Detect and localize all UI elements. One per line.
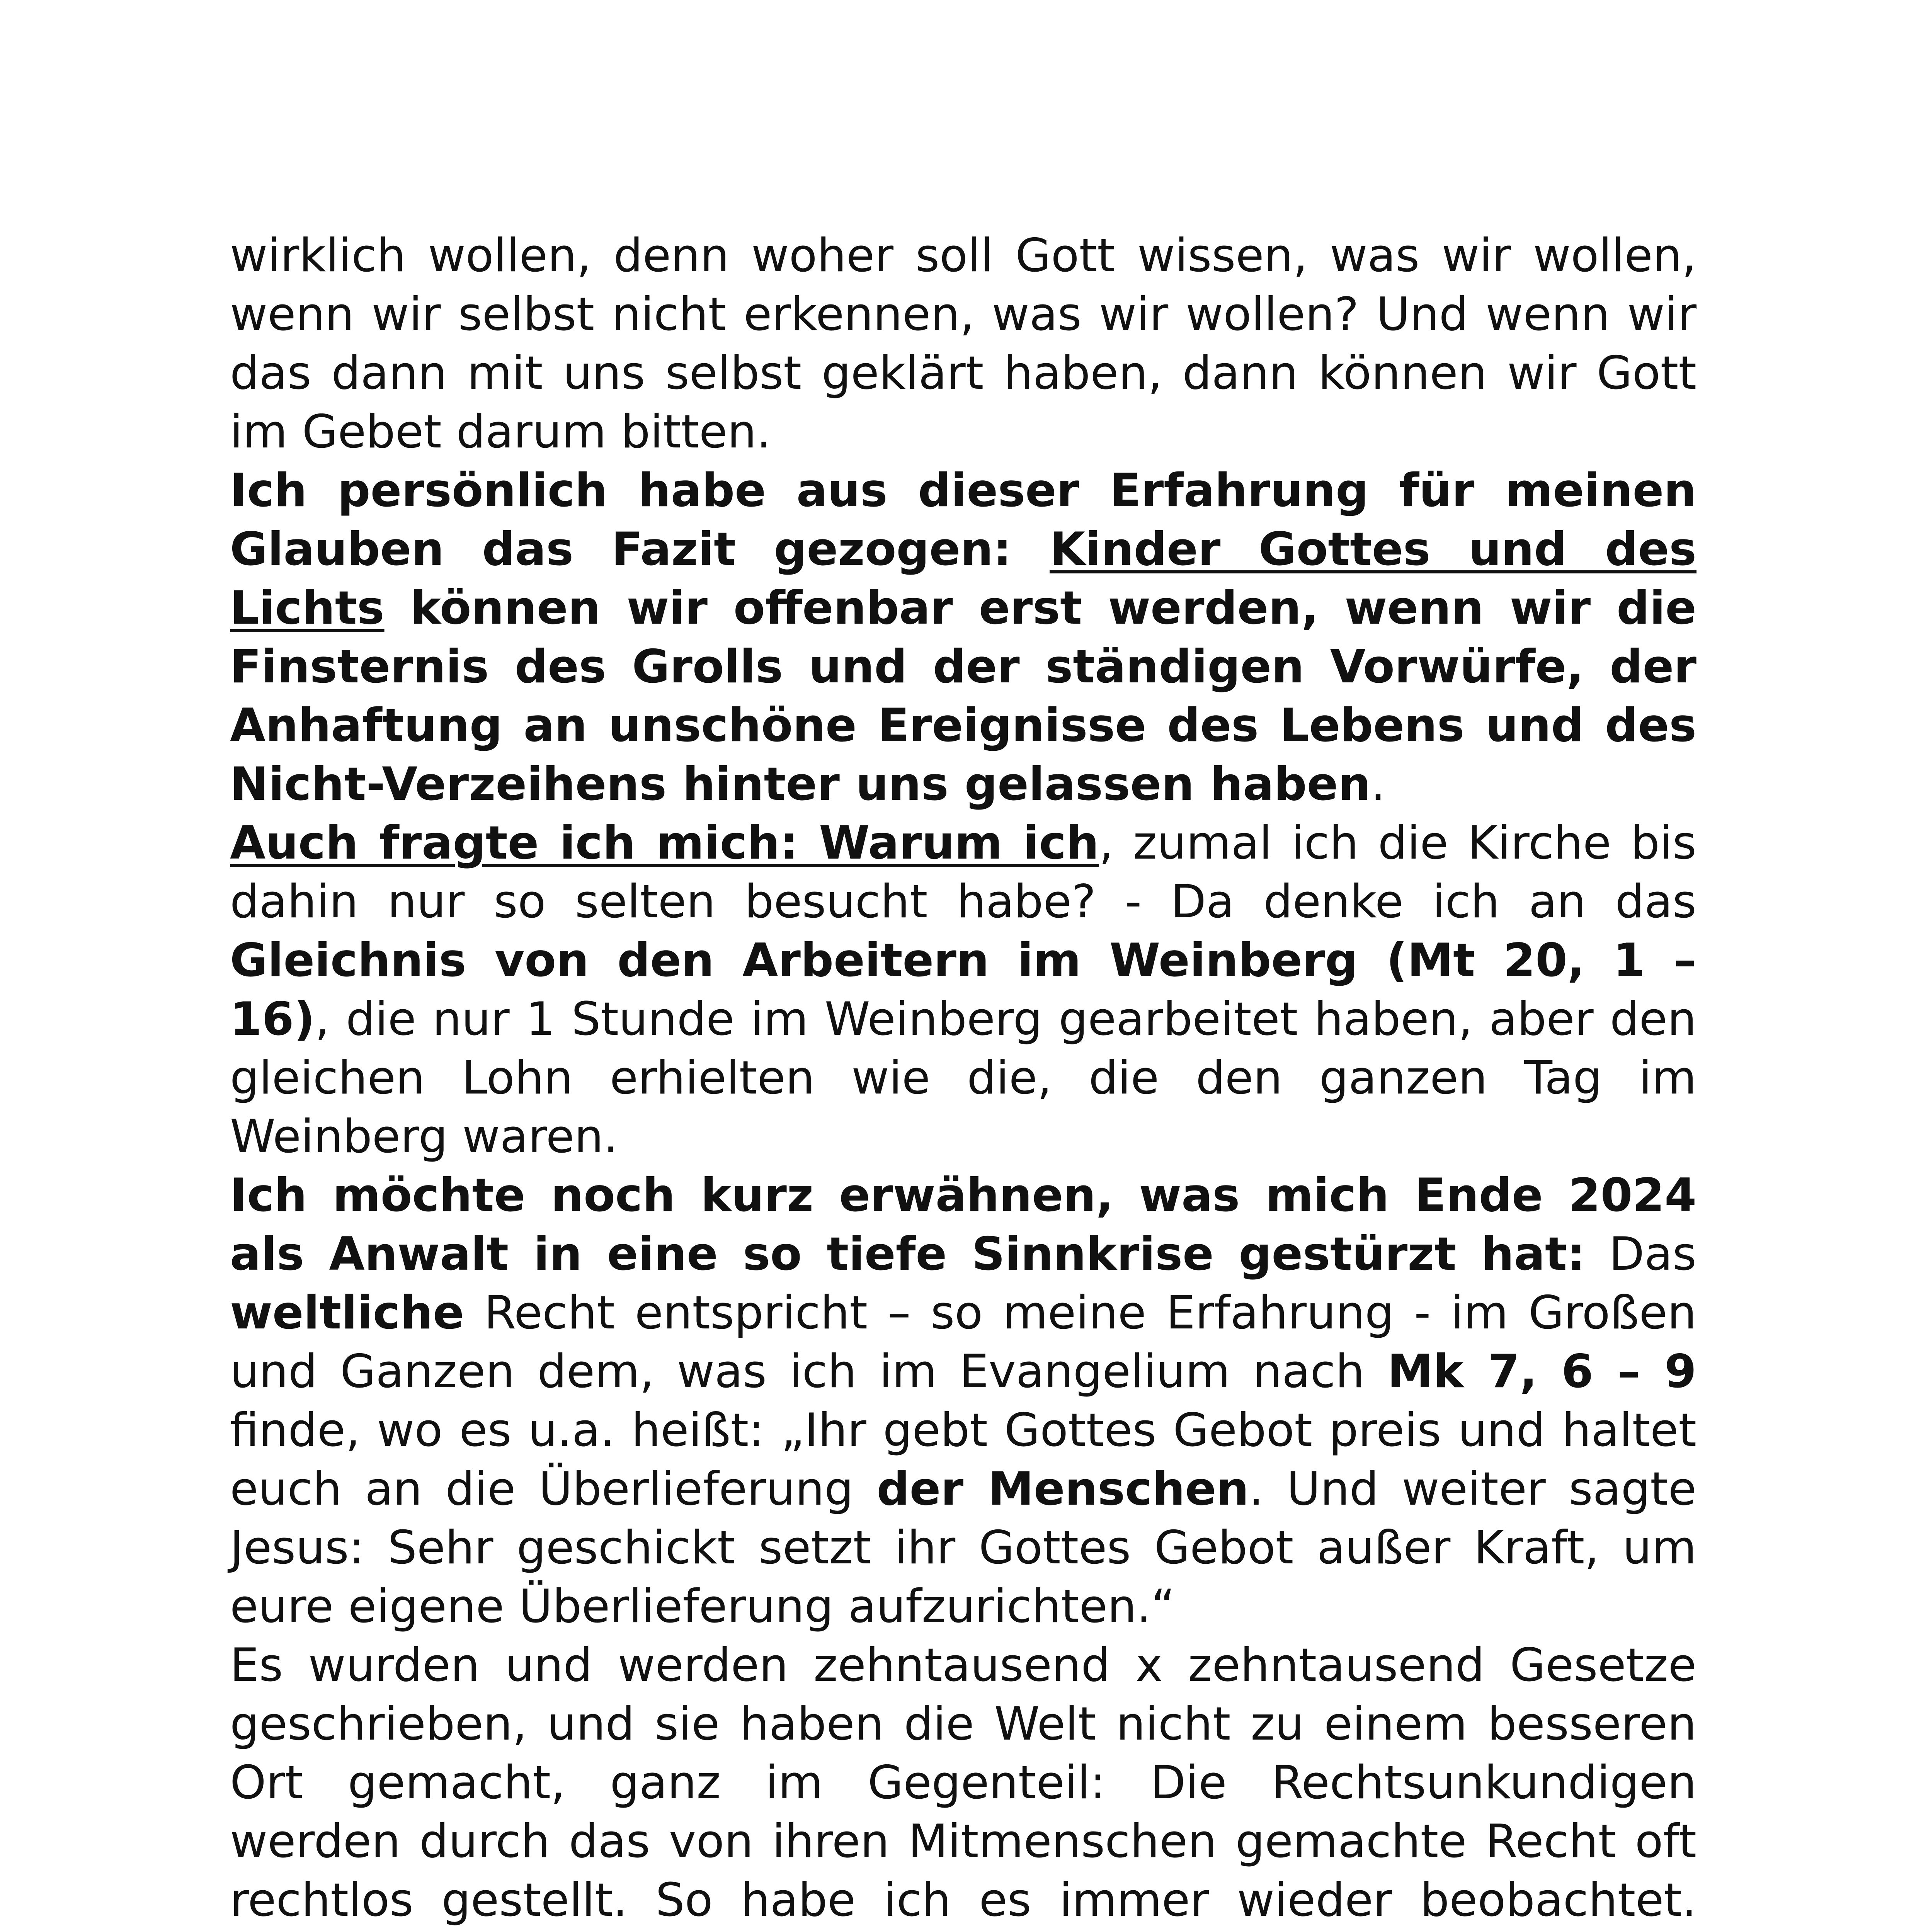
bold-text-run: der Menschen — [876, 1463, 1249, 1516]
text-run: Das — [1585, 1228, 1696, 1281]
text-run: Es wurden und werden zehntausend x zehntausend Gesetze geschrieben, und sie haben die Welt nicht zu einem besseren Ort gemacht, ganz im Gegenteil: Die Rechtsunkundigen werden durch das von ihren Mitmenschen gemachte Recht oft rechtlos gestellt. So habe ich es immer wieder beobachtet. — [230, 1639, 1696, 1927]
body-text — [230, 226, 1696, 1932]
text-run: . — [1371, 758, 1385, 811]
bold-text-run: Mk 7, 6 – 9 — [1387, 1345, 1696, 1398]
text-run: wirklich wollen, denn woher soll Gott wissen, was wir wollen, wenn wir selbst nicht erkennen, was wir wollen? Und wenn wir das dann mit uns selbst geklärt haben, dann können wir Gott im Gebet darum bitten. — [230, 229, 1696, 459]
underlined-bold-text-run: Auch fragte ich mich: Warum ich — [230, 816, 1099, 870]
bold-text-run: Ich möchte noch kurz erwähnen, was mich Ende 2024 als Anwalt in eine so tiefe Sinnkrise gestürzt hat: — [230, 1169, 1696, 1281]
bold-text-run: können wir offenbar erst werden, wenn wir die Finsternis des Grolls und der ständigen Vorwürfe, der Anhaftung an unschöne Ereignisse des Lebens und des Nicht-Verzeihens hinter uns gelassen haben — [230, 582, 1696, 811]
text-run: Recht entspricht – so meine Erfahrung - im Großen und Ganzen dem, was ich im Evangelium nach — [230, 1286, 1696, 1398]
bold-text-run: Ich persönlich habe aus dieser Erfahrung für meinen Glauben das Fazit gezogen: — [230, 464, 1696, 576]
bold-text-run: weltliche — [230, 1286, 464, 1340]
paragraph-5 — [230, 1636, 1696, 1932]
bold-text-run: Gleichnis von den Arbeitern im Weinberg (Mt 20, 1 – 16) — [230, 934, 1696, 1046]
underlined-bold-text-run: Kinder Gottes und des Lichts — [230, 523, 1696, 635]
text-run: , die nur 1 Stunde im Weinberg gearbeitet haben, aber den gleichen Lohn erhielten wie die, die den ganzen Tag im Weinberg waren. — [230, 993, 1696, 1163]
text-run: , zumal ich die Kirche bis dahin nur so selten besucht habe? - Da denke ich an das — [230, 816, 1696, 929]
paragraph-1 — [230, 226, 1696, 461]
paragraph-2 — [230, 461, 1696, 814]
paragraph-3 — [230, 814, 1696, 1166]
text-run: finde, wo es u.a. heißt: „Ihr gebt Gottes Gebot preis und haltet euch an die Überlieferung — [230, 1404, 1696, 1516]
text-run: . Und weiter sagte Jesus: Sehr geschickt setzt ihr Gottes Gebot außer Kraft, um eure eigene Überlieferung aufzurichten.“ — [230, 1463, 1696, 1633]
paragraph-4 — [230, 1166, 1696, 1636]
